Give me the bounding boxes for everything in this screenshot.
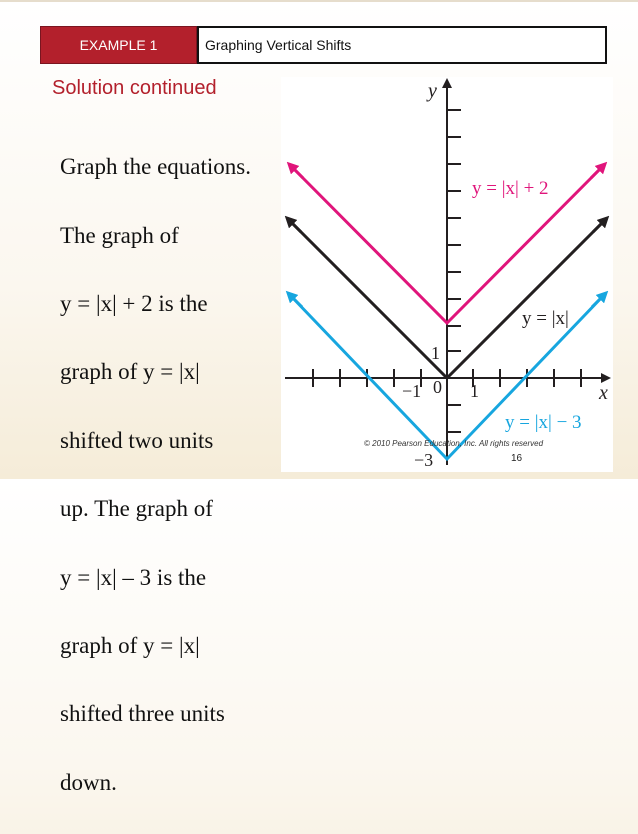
slide-title: Graphing Vertical Shifts [197, 26, 607, 64]
body-text [60, 116, 305, 834]
slide-header [40, 26, 607, 64]
y-ticks [447, 110, 461, 432]
body-line: y = |x| + 2 is the [60, 291, 208, 317]
body-line: graph of y = |x| [60, 359, 200, 385]
example-label: EXAMPLE 1 [40, 26, 197, 64]
body-line: Graph the equations. [60, 154, 251, 180]
top-rule [0, 0, 638, 2]
page-number: 16 [511, 453, 523, 464]
body-line: down. [60, 769, 117, 795]
tick-label-one-y: 1 [431, 343, 440, 363]
graph-svg [281, 77, 613, 472]
body-line: graph of y = |x| [60, 633, 200, 659]
up-shift-label: y = |x| + 2 [472, 178, 549, 199]
copyright: © 2010 Pearson Education, Inc. All rights reserved [364, 439, 544, 448]
tick-label-neg-one: −1 [402, 381, 422, 401]
y-axis-label: y [428, 80, 437, 102]
base-label: y = |x| [522, 308, 569, 329]
body-line: shifted two units [60, 427, 214, 453]
body-line: The graph of [60, 222, 179, 248]
body-line: y = |x| – 3 is the [60, 564, 207, 590]
x-axis-label: x [599, 382, 608, 404]
graph-figure [281, 77, 613, 472]
body-line: shifted three units [60, 701, 225, 727]
tick-label-neg-three: −3 [414, 450, 434, 470]
body-line: up. The graph of [60, 496, 213, 522]
tick-label-one-x: 1 [470, 381, 479, 401]
subtitle: Solution continued [52, 77, 217, 99]
down-shift-label: y = |x| − 3 [505, 412, 582, 433]
tick-label-zero: 0 [433, 377, 442, 397]
